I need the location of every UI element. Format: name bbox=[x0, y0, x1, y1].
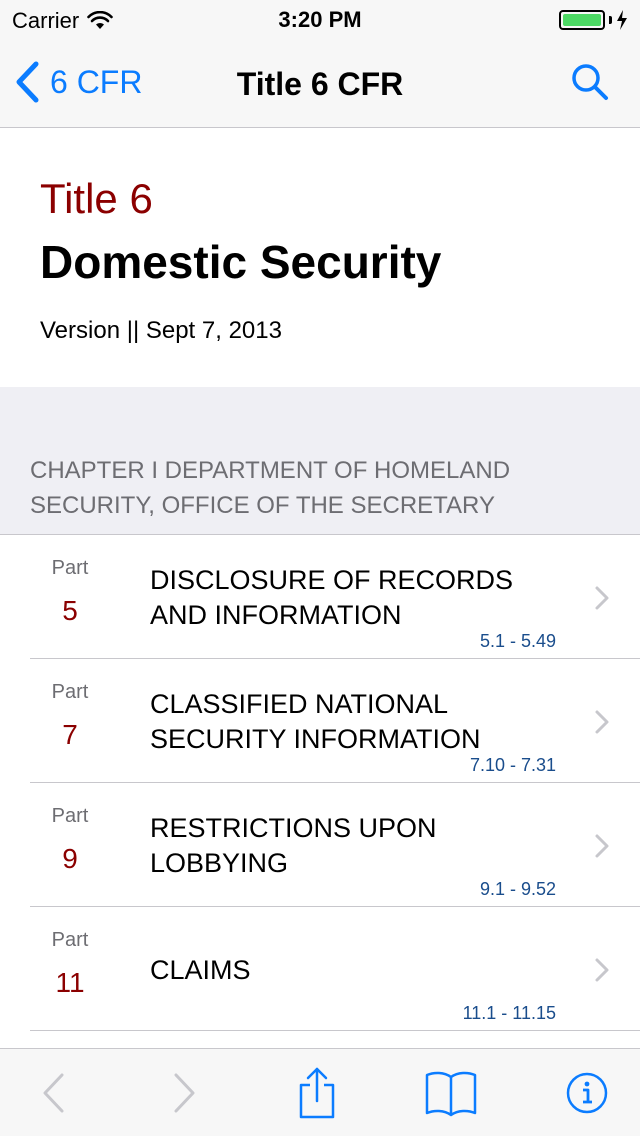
parts-list bbox=[0, 535, 640, 1031]
navigation-bar bbox=[0, 40, 640, 128]
chevron-right-icon bbox=[594, 709, 610, 735]
section-range: 11.1 - 11.15 bbox=[462, 1003, 556, 1023]
title-number: Title 6 bbox=[40, 175, 153, 222]
section-range: 7.10 - 7.31 bbox=[469, 755, 556, 775]
part-title: CLAIMS bbox=[150, 954, 251, 985]
part-number: 7 bbox=[62, 719, 78, 750]
chevron-right-icon bbox=[594, 833, 610, 859]
part-number: 5 bbox=[62, 595, 78, 626]
chevron-right-icon bbox=[594, 957, 610, 983]
chapter-section-header bbox=[0, 387, 640, 535]
arrow-right-icon bbox=[172, 1071, 198, 1115]
list-item-part-11[interactable] bbox=[0, 907, 640, 1031]
status-bar bbox=[0, 0, 640, 40]
arrow-left-icon bbox=[40, 1071, 66, 1115]
battery-icon bbox=[559, 10, 605, 30]
version-label: Version || Sept 7, 2013 bbox=[40, 317, 282, 344]
share-icon bbox=[297, 1067, 337, 1119]
info-icon bbox=[565, 1071, 609, 1115]
search-icon bbox=[570, 62, 610, 102]
title-name: Domestic Security bbox=[40, 236, 442, 288]
back-button-label: 6 CFR bbox=[50, 63, 143, 100]
carrier-label: Carrier bbox=[12, 8, 80, 33]
title-header bbox=[0, 129, 640, 387]
page-title: Title 6 CFR bbox=[236, 66, 404, 102]
book-icon bbox=[424, 1069, 478, 1117]
part-label: Part bbox=[51, 805, 89, 827]
chapter-heading: CHAPTER I DEPARTMENT OF HOMELAND SECURITY, OFFICE OF THE SECRETARY bbox=[30, 457, 511, 519]
share-button[interactable] bbox=[282, 1049, 352, 1136]
bookmarks-button[interactable] bbox=[416, 1049, 486, 1136]
part-title: CLASSIFIED NATIONAL SECURITY INFORMATION bbox=[150, 689, 481, 754]
part-number: 9 bbox=[62, 843, 78, 874]
part-label: Part bbox=[51, 929, 89, 951]
section-range: 9.1 - 9.52 bbox=[479, 879, 556, 899]
list-item-part-5[interactable] bbox=[0, 535, 640, 659]
previous-button[interactable] bbox=[18, 1049, 88, 1136]
bottom-toolbar bbox=[0, 1048, 640, 1136]
chevron-right-icon bbox=[594, 585, 610, 611]
list-item-part-7[interactable] bbox=[0, 659, 640, 783]
part-label: Part bbox=[51, 557, 89, 579]
search-button[interactable] bbox=[570, 62, 610, 107]
part-number: 11 bbox=[55, 967, 85, 998]
section-range: 5.1 - 5.49 bbox=[479, 631, 556, 651]
part-title: DISCLOSURE OF RECORDS AND INFORMATION bbox=[150, 565, 514, 630]
part-title: RESTRICTIONS UPON LOBBYING bbox=[150, 813, 437, 878]
info-button[interactable] bbox=[552, 1049, 622, 1136]
next-button[interactable] bbox=[150, 1049, 220, 1136]
clock: 3:20 PM bbox=[278, 7, 362, 32]
battery-indicator bbox=[559, 10, 628, 30]
part-label: Part bbox=[51, 681, 89, 703]
charging-bolt-icon bbox=[616, 10, 628, 30]
list-item-part-9[interactable] bbox=[0, 783, 640, 907]
